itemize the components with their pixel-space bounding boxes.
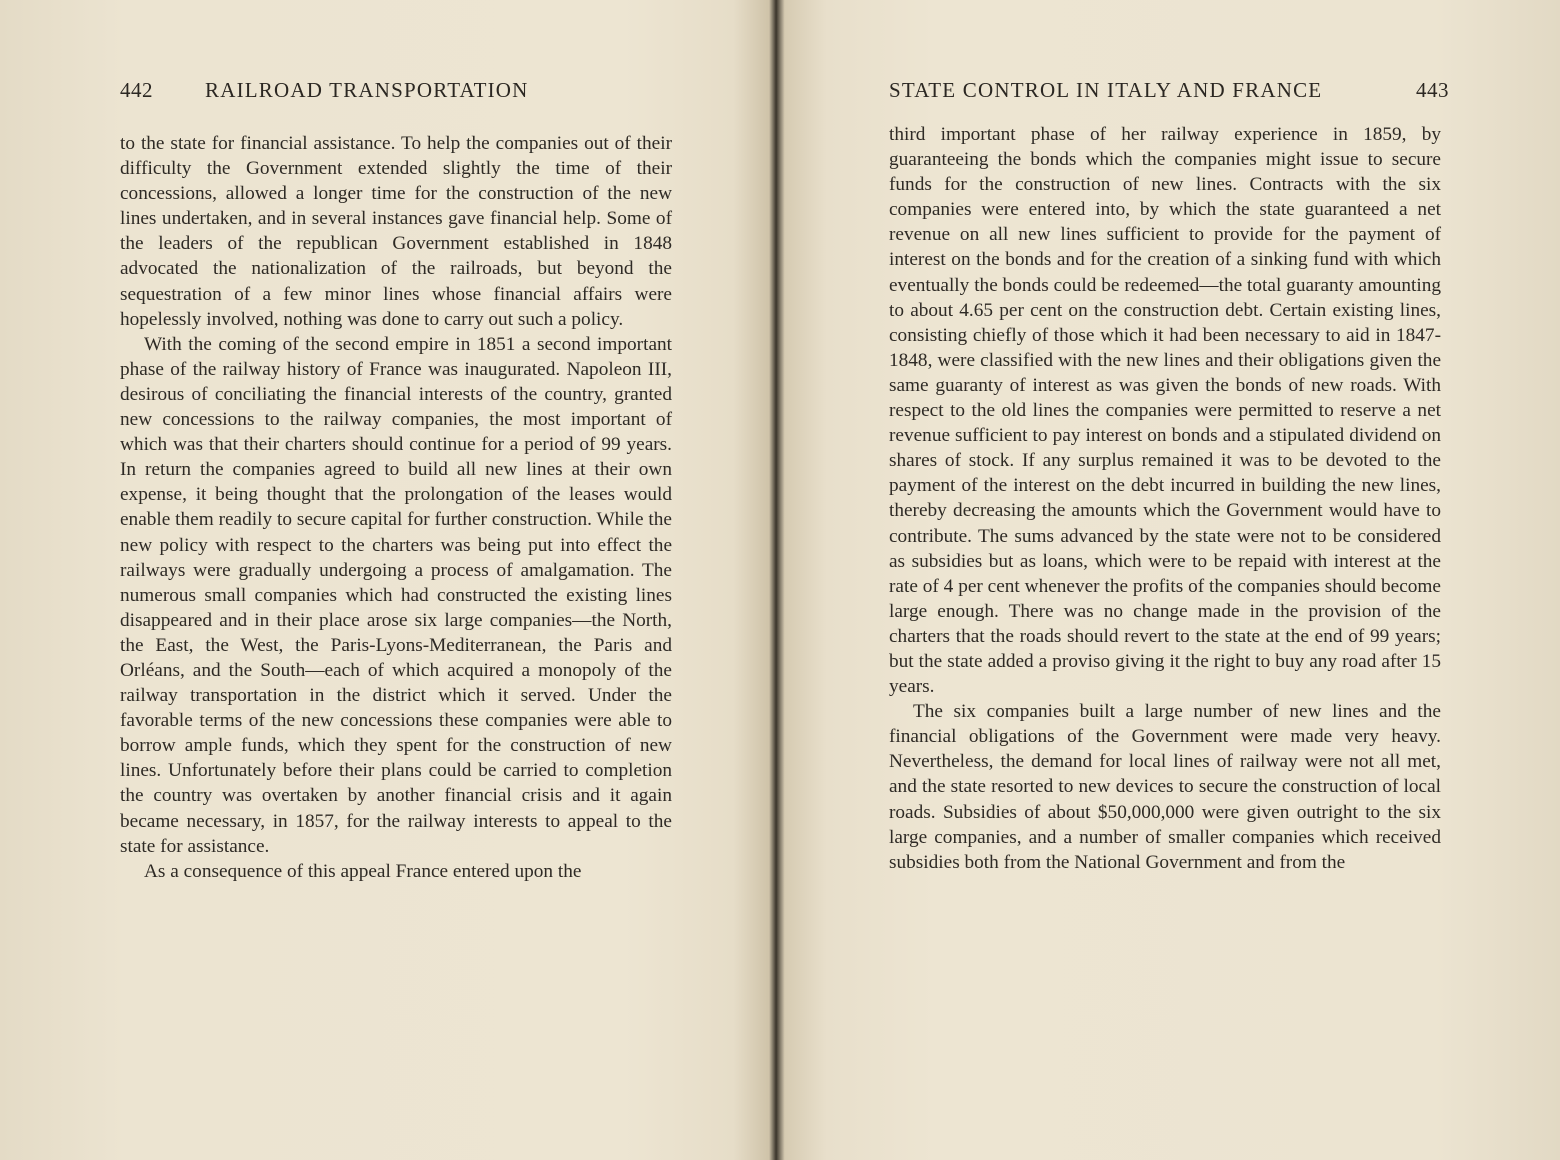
left-body-text xyxy=(120,131,672,884)
right-body-text xyxy=(889,122,1441,875)
left-running-head xyxy=(120,78,680,103)
right-page xyxy=(782,0,1560,1160)
left-paragraph-3: As a consequence of this appeal France entered upon the xyxy=(144,860,582,882)
left-page xyxy=(0,0,778,1160)
right-running-head xyxy=(889,78,1449,103)
left-running-title: RAILROAD TRANSPORTATION xyxy=(205,78,529,102)
left-paragraph-2: With the coming of the second empire in 1851 a second important phase of the railway history of France was inaugurated. Napoleon III, desirous of conciliating the financial interests of the country, granted new concessions to the railway companies, the most important of which was that their charters should continue for a period of 99 years. In return the companies agreed to build all new lines at their own expense, it being thought that the prolongation of the leases would enable them readily to secure capital for further construction. While the new policy with respect to the charters was being put into effect the railways were gradually undergoing a process of amalgamation. The numerous small companies which had constructed the existing lines disappeared and in their place arose six large companies—the North, the East, the West, the Paris-Lyons-Mediterranean, the Paris and Orléans, and the South—each of which acquired a monopoly of the railway transportation in the district which it served. Under the favorable terms of the new concessions these companies were able to borrow ample funds, which they spent for the construction of new lines. Unfortunately before their plans could be carried to completion the country was overtaken by another financial crisis and it again became necessary, in 1857, for the railway interests to appeal to the state for assistance. xyxy=(120,333,672,857)
right-page-number: 443 xyxy=(1416,78,1449,102)
right-paragraph-1: third important phase of her railway experience in 1859, by guaranteeing the bonds which the companies might issue to secure funds for the construction of new lines. Contracts with the six companies were entered into, by which the state guaranteed a net revenue on all new lines sufficient to provide for the payment of interest on the bonds and for the creation of a sinking fund with which eventually the bonds could be redeemed—the total guaranty amounting to about 4.65 per cent on the construction debt. Certain existing lines, consisting chiefly of those which it had been necessary to aid in 1847-1848, were classified with the new lines and their obligations given the same guaranty of interest as was given the bonds of new roads. With respect to the old lines the companies were permitted to reserve a net revenue sufficient to pay interest on bonds and a stipulated dividend on shares of stock. If any surplus remained it was to be devoted to the payment of the interest on the debt incurred in building the new lines, thereby decreasing the amounts which the Government would have to contribute. The sums advanced by the state were not to be considered as subsidies but as loans, which were to be repaid with interest at the rate of 4 per cent whenever the profits of the companies should become large enough. There was no change made in the provision of the charters that the roads should revert to the state at the end of 99 years; but the state added a proviso giving it the right to buy any road after 15 years. xyxy=(889,124,1441,698)
left-paragraph-1: to the state for financial assistance. To help the companies out of their difficulty the Government extended slightly the time of their concessions, allowed a longer time for the construction of the new lines undertaken, and in several instances gave financial help. Some of the leaders of the republican Government established in 1848 advocated the nationalization of the railroads, but beyond the sequestration of a few minor lines whose financial affairs were hopelessly involved, nothing was done to carry out such a policy. xyxy=(120,133,672,330)
right-paragraph-2: The six companies built a large number of new lines and the financial obligations of the Government were made very heavy. Nevertheless, the demand for local lines of railway were not all met, and the state resorted to new devices to secure the construction of local roads. Subsidies of about $50,000,000 were given outright to the six large companies, and a number of smaller companies which received subsidies both from the National Government and from the xyxy=(889,701,1441,873)
left-page-number: 442 xyxy=(120,78,153,102)
right-running-title: STATE CONTROL IN ITALY AND FRANCE xyxy=(889,78,1323,102)
